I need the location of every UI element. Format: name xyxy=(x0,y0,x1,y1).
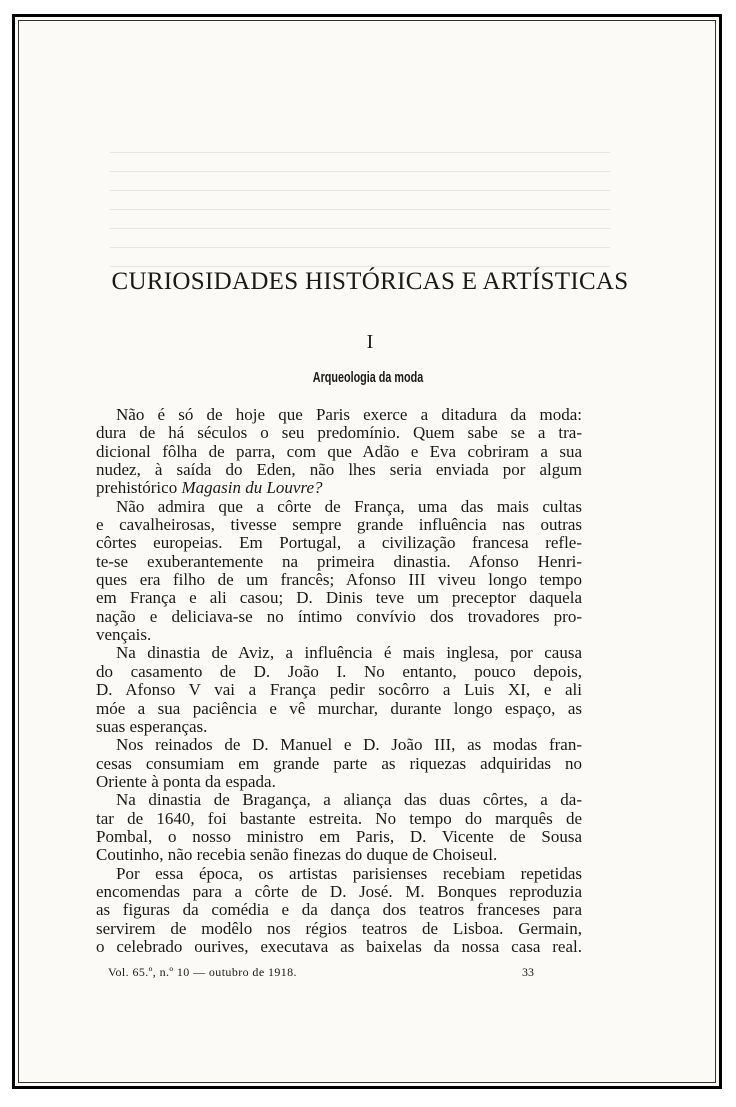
page xyxy=(12,14,722,1089)
text-line: Na dinastia de Bragança, a aliança das duas côrtes, a da- xyxy=(116,790,582,810)
text-line: cesas consumiam em grande parte as riquezas adquiridas no xyxy=(96,753,582,773)
paragraph xyxy=(96,791,582,864)
paragraph xyxy=(96,406,582,498)
text-line: prehistórico Magasin du Louvre? xyxy=(96,478,323,498)
section-number: I xyxy=(366,331,374,353)
paragraph xyxy=(96,736,582,791)
text-line: Coutinho, não recebia senão finezas do duque de Choiseul. xyxy=(96,845,498,865)
paragraph xyxy=(96,498,582,645)
text-line: Pombal, o nosso ministro em Paris, D. Vicente de Sousa xyxy=(96,826,582,846)
text-line: Não é só de hoje que Paris exerce a ditadura da moda: xyxy=(116,405,582,424)
text-line: nudez, à saída do Eden, não lhes seria enviada por algum xyxy=(96,460,582,480)
text-line: em França e ali casou; D. Dinis teve um preceptor daquela xyxy=(96,588,582,608)
text-line: Não admira que a côrte de França, uma das mais cultas xyxy=(116,496,582,516)
text-line: e cavalheirosas, tivesse sempre grande influência nas outras xyxy=(96,515,582,535)
text-line: nação e deliciava-se no íntimo convívio dos trovadores pro- xyxy=(96,606,582,626)
footer-issue-info: Vol. 65.º, n.º 10 — outubro de 1918. xyxy=(108,965,297,979)
text-line: côrtes europeias. Em Portugal, a civilização francesa refle- xyxy=(96,533,582,553)
text-line: Na dinastia de Aviz, a influência é mais inglesa, por causa xyxy=(116,643,582,663)
paragraph xyxy=(96,865,582,957)
text-line: dura de há séculos o seu predomínio. Quem sabe se a tra- xyxy=(96,423,582,443)
text-line: D. Afonso V vai a França pedir socôrro a Luis XI, e ali xyxy=(96,680,582,700)
text-line: te-se exuberantemente na primeira dinastia. Afonso Henri- xyxy=(96,551,582,571)
text-line: as figuras da comédia e da dança dos teatros franceses para xyxy=(96,900,582,920)
paragraph xyxy=(96,644,582,736)
text-line: vençais. xyxy=(96,625,152,645)
text-line: do casamento de D. João I. No entanto, pouco depois, xyxy=(96,661,582,681)
page-title: CURIOSIDADES HISTÓRICAS E ARTÍSTICAS xyxy=(111,268,629,295)
section-subtitle: Arqueologia da moda xyxy=(312,369,424,386)
text-line: ques era filho de um francês; Afonso III viveu longo tempo xyxy=(96,570,582,590)
text-line: móe a sua paciência e vê murchar, durante longo espaço, as xyxy=(96,698,582,718)
text-line: Nos reinados de D. Manuel e D. João III, as modas fran- xyxy=(116,735,582,755)
text-line: dicional fôlha de parra, com que Adão e Eva cobriram a sua xyxy=(96,441,582,461)
text-line: tar de 1640, foi bastante estreita. No tempo do marquês de xyxy=(96,808,582,828)
show-through-text xyxy=(110,147,610,267)
text-line: servirem de modêlo nos régios teatros de Lisboa. Germain, xyxy=(96,918,582,938)
text-line: Por essa época, os artistas parisienses recebiam repetidas xyxy=(116,863,582,883)
page-number: 33 xyxy=(522,965,534,979)
text-line: suas esperanças. xyxy=(96,716,208,736)
body-text xyxy=(96,406,582,956)
text-line: o celebrado ourives, executava as baixelas da nossa casa real. xyxy=(96,936,582,956)
text-line: Oriente à ponta da espada. xyxy=(96,771,276,791)
text-line: encomendas para a côrte de D. José. M. Bonques reproduzia xyxy=(96,881,582,901)
